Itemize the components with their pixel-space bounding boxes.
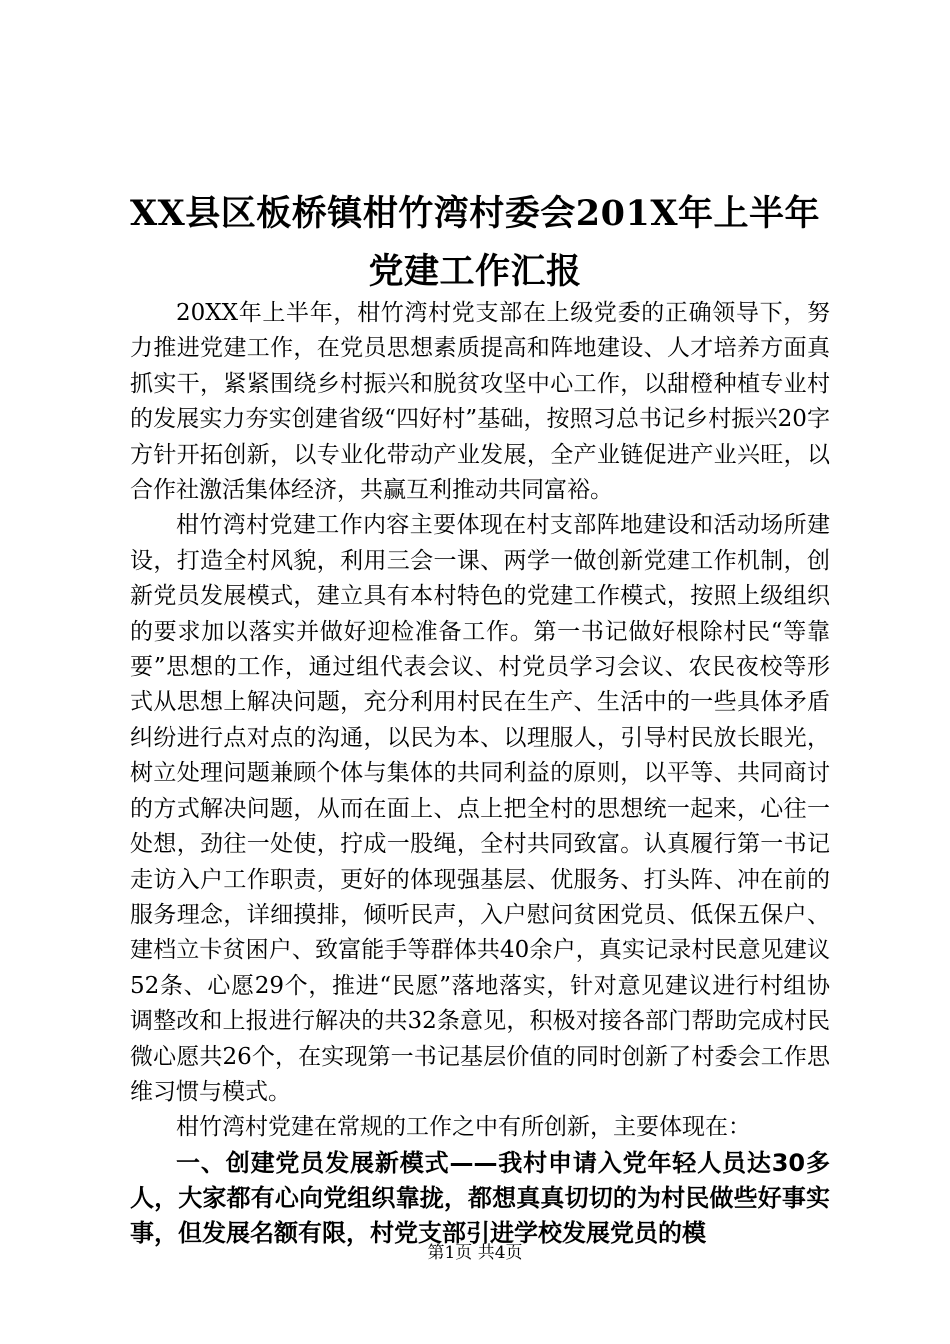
document-body: [130, 296, 830, 1251]
document-title: XX县区板桥镇柑竹湾村委会201X年上半年党建工作汇报: [129, 193, 821, 292]
paragraph-intro: 20XX年上半年，柑竹湾村党支部在上级党委的正确领导下，努力推进党建工作，在党员思想素质提高和阵地建设、人才培养方面真抓实干，紧紧围绕乡村振兴和脱贫攻坚中心工作，以甜橙种植专业村的发展实力夯实创建省级“四好村”基础，按照习总书记乡村振兴20字方针开拓创新，以专业化带动产业发展，全产业链促进产业兴旺，以合作社激活集体经济，共赢互利推动共同富裕。: [130, 300, 830, 504]
paragraph-section-one: 一、创建党员发展新模式——我村申请入党年轻人员达30多人，大家都有心向党组织靠拢，都想真真切切的为村民做些好事实事，但发展名额有限，村党支部引进学校发展党员的模: [130, 1148, 830, 1247]
page-number-footer: 第1页 共4页: [427, 1243, 523, 1263]
paragraph-content: 柑竹湾村党建工作内容主要体现在村支部阵地建设和活动场所建设，打造全村风貌，利用三会一课、两学一做创新党建工作机制，创新党员发展模式，建立具有本村特色的党建工作模式，按照上级组织的要求加以落实并做好迎检准备工作。第一书记做好根除村民“等靠要”思想的工作，通过组代表会议、村党员学习会议、农民夜校等形式从思想上解决问题，充分利用村民在生产、生活中的一些具体矛盾纠纷进行点对点的沟通，以民为本、以理服人，引导村民放长眼光，树立处理问题兼顾个体与集体的共同利益的原则，以平等、共同商讨的方式解决问题，从而在面上、点上把全村的思想统一起来，心往一处想，劲往一处使，拧成一股绳，全村共同致富。认真履行第一书记走访入户工作职责，更好的体现强基层、优服务、打头阵、冲在前的服务理念，详细摸排，倾听民声，入户慰问贫困党员、低保五保户、建档立卡贫困户、致富能手等群体共40余户，真实记录村民意见建议52条、心愿29个，推进“民愿”落地落实，针对意见建议进行村组协调整改和上报进行解决的共32条意见，积极对接各部门帮助完成村民微心愿共26个，在实现第一书记基层价值的同时创新了村委会工作思维习惯与模式。: [130, 512, 830, 1105]
paragraph-innovation-lead: 柑竹湾村党建在常规的工作之中有所创新，主要体现在：: [176, 1114, 751, 1141]
